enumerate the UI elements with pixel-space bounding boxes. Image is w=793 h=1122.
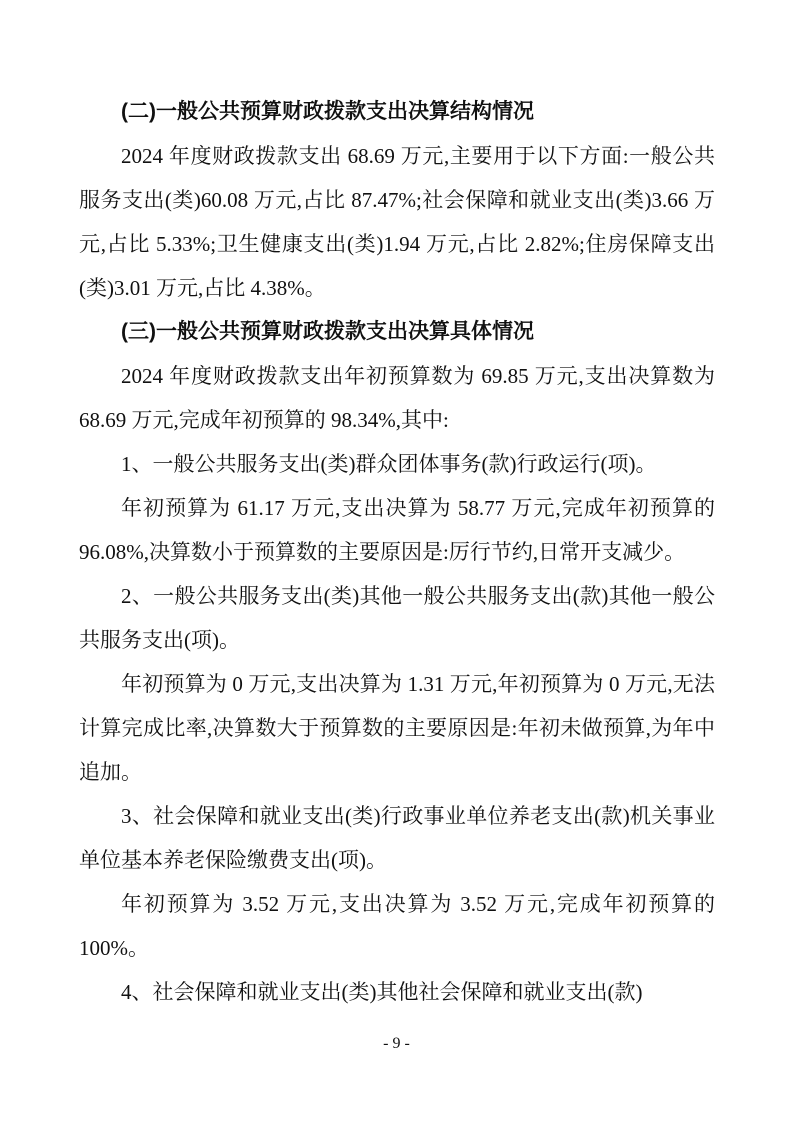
paragraph-item-3-detail: 年初预算为 3.52 万元,支出决算为 3.52 万元,完成年初预算的 100%。 xyxy=(79,892,715,960)
paragraph-item-3-title: 3、社会保障和就业支出(类)行政事业单位养老支出(款)机关事业单位基本养老保险缴费支出(项)。 xyxy=(79,804,715,872)
paragraph-structure-overview: 2024 年度财政拨款支出 68.69 万元,主要用于以下方面:一般公共服务支出(类)60.08 万元,占比 87.47%;社会保障和就业支出(类)3.66 万元,占比 5.33%;卫生健康支出(类)1.94 万元,占比 2.82%;住房保障支出(类)3.01 万元,占比 4.38%。 xyxy=(79,144,715,300)
paragraph-item-1-title: 1、一般公共服务支出(类)群众团体事务(款)行政运行(项)。 xyxy=(121,452,657,476)
paragraph-item-2-title: 2、一般公共服务支出(类)其他一般公共服务支出(款)其他一般公共服务支出(项)。 xyxy=(79,584,715,652)
page-number: - 9 - xyxy=(383,1035,410,1052)
section-heading-2: (二)一般公共预算财政拨款支出决算结构情况 xyxy=(121,100,534,123)
section-heading-3: (三)一般公共预算财政拨款支出决算具体情况 xyxy=(121,320,534,343)
paragraph-item-4-title: 4、社会保障和就业支出(类)其他社会保障和就业支出(款) xyxy=(121,980,643,1004)
paragraph-item-2-detail: 年初预算为 0 万元,支出决算为 1.31 万元,年初预算为 0 万元,无法计算完成比率,决算数大于预算数的主要原因是:年初未做预算,为年中追加。 xyxy=(79,672,715,784)
paragraph-detail-overview: 2024 年度财政拨款支出年初预算数为 69.85 万元,支出决算数为 68.69 万元,完成年初预算的 98.34%,其中: xyxy=(79,364,715,432)
paragraph-item-1-detail: 年初预算为 61.17 万元,支出决算为 58.77 万元,完成年初预算的 96.08%,决算数小于预算数的主要原因是:厉行节约,日常开支减少。 xyxy=(79,496,715,564)
